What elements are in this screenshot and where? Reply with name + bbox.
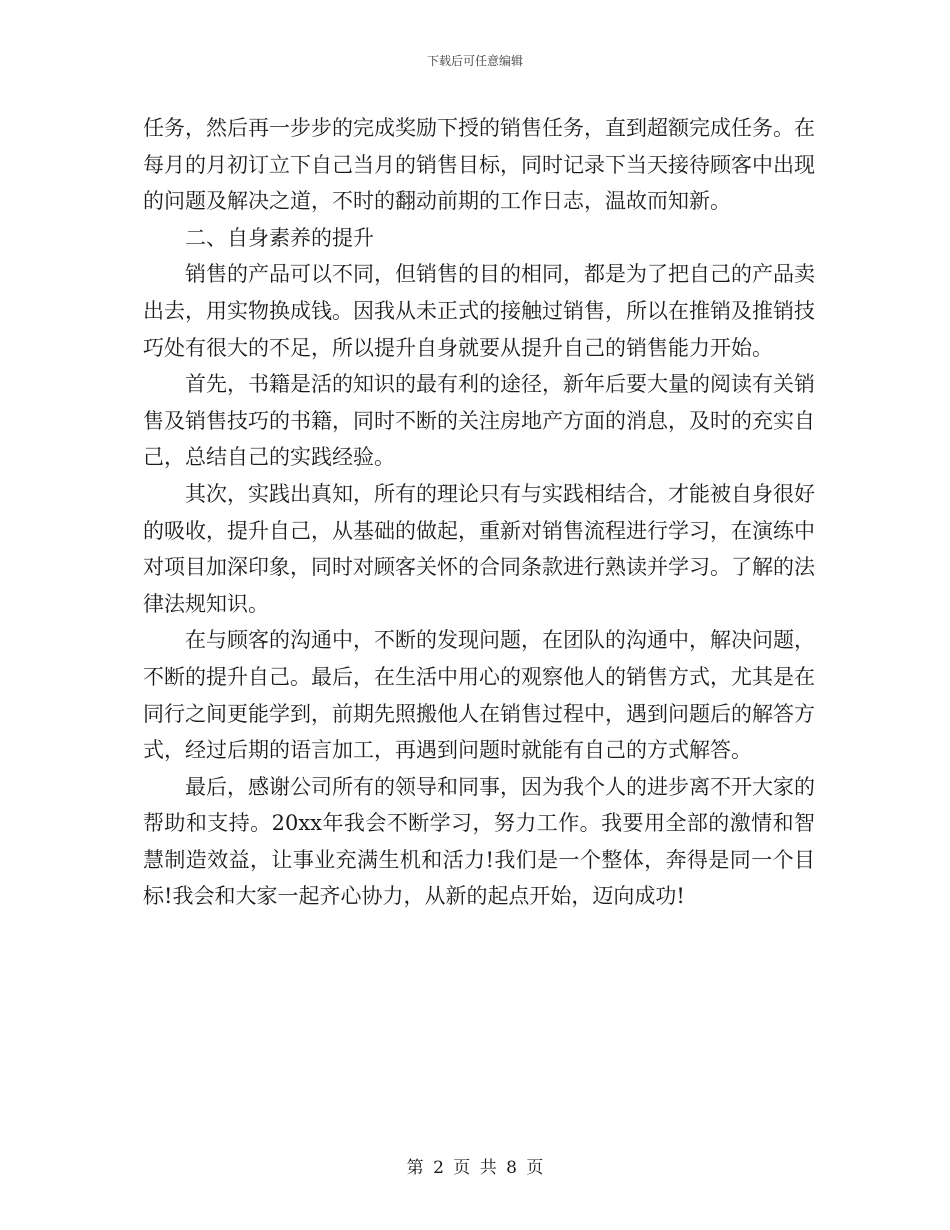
page-number-footer: 第 2 页 共 8 页 <box>406 1158 544 1178</box>
paragraph: 销售的产品可以不同，但销售的目的相同，都是为了把自己的产品卖出去，用实物换成钱。因我从未正式的接触过销售，所以在推销及推销技巧处有很大的不足，所以提升自身就要从提升自己的销售能力开始。 <box>143 262 815 360</box>
page-header: 下载后可任意编辑 <box>426 54 523 68</box>
paragraph: 在与顾客的沟通中，不断的发现问题，在团队的沟通中，解决问题，不断的提升自己。最后，在生活中用心的观察他人的销售方式，尤其是在同行之间更能学到，前期先照搬他人在销售过程中，遇到问题后的解答方式，经过后期的语言加工，再遇到问题时就能有自己的方式解答。 <box>143 628 815 763</box>
section-heading: 二、自身素养的提升 <box>185 225 374 250</box>
paragraph: 其次，实践出真知，所有的理论只有与实践相结合，才能被自身很好的吸收，提升自己，从基础的做起，重新对销售流程进行学习，在演练中对项目加深印象，同时对顾客关怀的合同条款进行熟读并学习。了解的法律法规知识。 <box>143 481 815 616</box>
paragraph-continuation: 任务，然后再一步步的完成奖励下授的销售任务，直到超额完成任务。在每月的月初订立下自己当月的销售目标，同时记录下当天接待顾客中出现的问题及解决之道，不时的翻动前期的工作日志，温故而知新。 <box>143 116 815 214</box>
paragraph: 首先，书籍是活的知识的最有利的途径，新年后要大量的阅读有关销售及销售技巧的书籍，同时不断的关注房地产方面的消息，及时的充实自己，总结自己的实践经验。 <box>143 372 815 470</box>
document-body <box>143 110 815 915</box>
paragraph: 最后，感谢公司所有的领导和同事，因为我个人的进步离不开大家的帮助和支持。20xx年我会不断学习，努力工作。我要用全部的激情和智慧制造效益，让事业充满生机和活力!我们是一个整体，奔得是同一个目标!我会和大家一起齐心协力，从新的起点开始，迈向成功! <box>143 774 815 909</box>
